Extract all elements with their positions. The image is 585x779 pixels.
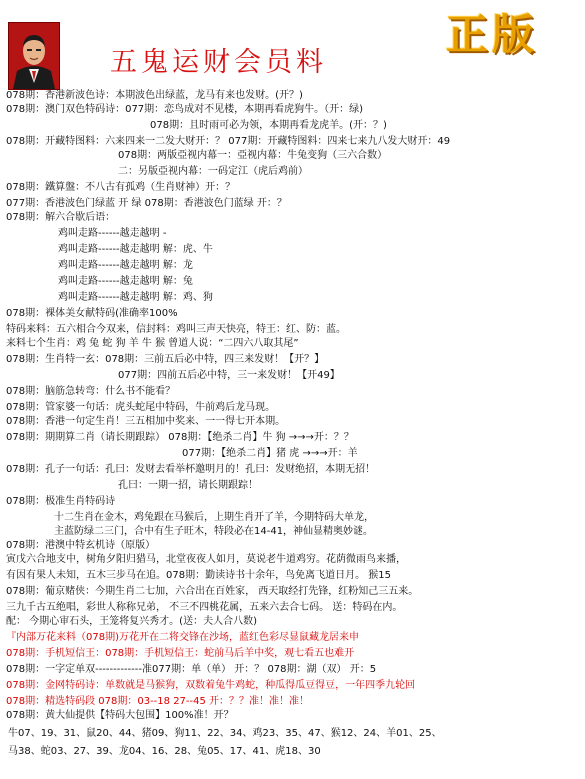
text-line: 078期：金网特码诗：单数就是马猴狗，双数着兔牛鸡蛇，种瓜得瓜豆得豆，一年四季九轮回 bbox=[6, 680, 416, 691]
text-line: 078期：脑筋急转弯：什么书不能看？ bbox=[6, 386, 176, 397]
text-line: 078期：鐵算盤：不八古有孤鸡（生肖财神）开：？ bbox=[6, 182, 236, 193]
text-line: 078期：葡京赌侠：今期生肖二七加，六合出在百姓家， 西天取经打先锋，红粉知己三五来。 bbox=[6, 586, 419, 597]
text-line: 孔曰：一期一招，请长期跟踪！ bbox=[118, 480, 258, 491]
text-line: 有因有果人未知，五木三步马在追。078期：勤读诗书十余年，鸟免离飞道日月。 猴15 bbox=[6, 570, 391, 581]
portrait-image bbox=[9, 23, 59, 89]
text-line: 来料七个生肖：鸡 兔 蛇 狗 羊 牛 猴 曾道人说：“二四六八取其尾” bbox=[6, 338, 299, 349]
text-line: 鸡叫走路------越走越明 解：鸡、狗 bbox=[58, 292, 213, 303]
text-line: 078期：生肖特一玄：078期：三前五后必中特，四三来发财！【开？】 bbox=[6, 354, 325, 365]
text-line: 077期：四前五后必中特，三一来发财！【开49】 bbox=[118, 370, 340, 381]
text-line: 鸡叫走路------越走越明 - bbox=[58, 228, 167, 239]
genuine-stamp: 正版 bbox=[446, 10, 539, 59]
text-line: 078期：黄大仙提供【特码大包围】100%准！开？ bbox=[6, 710, 234, 721]
text-line: 077期：【绝杀二肖】猪 虎 →→→开：羊 bbox=[182, 448, 358, 459]
text-line: 078期：管家婆一句话：虎头蛇尾中特码，牛前鸡后龙马现。 bbox=[6, 402, 276, 413]
text-line: 牛07、19、31、鼠20、44、猪09、狗11、22、34、鸡23、35、47、猴12、24、羊01、25、 bbox=[8, 728, 442, 739]
text-line: 十二生肖在金木，鸡兔跟在马猴后，上期生肖开了羊，今期特码大单龙， bbox=[54, 512, 374, 523]
text-line: 077期：香港波色门绿蓝 开 绿 078期：香港波色门蓝绿 开：？ bbox=[6, 198, 287, 209]
text-line: 078期：解六合歇后语： bbox=[6, 212, 116, 223]
text-line: 078期：一字定单双-------------准077期：单（单） 开：？ 078期：湖（双） 开：5 bbox=[6, 664, 377, 675]
text-line: 配： 今期心审石头，王笼将复兴秀才。(送：夫人合八数) bbox=[6, 616, 257, 627]
avatar-photo bbox=[8, 22, 60, 90]
text-line: 078期：且时雨可必为领，本期再看龙虎羊。(开：？) bbox=[150, 120, 387, 131]
text-line: 078期：两版亞视内幕一：亞视内幕：牛兔变狗（三六合数） bbox=[118, 150, 388, 161]
text-line: 078期：手机短信王：078期：手机短信王：蛇前马后羊中奖，观七看五也难开 bbox=[6, 648, 355, 659]
text-line: 三九千古五绝唱，彩世人称称兄弟， 不三不四桃花属，五来六去合七码。 送：特码在内。 bbox=[6, 602, 403, 613]
page-title: 五鬼运财会员料 bbox=[110, 47, 327, 78]
text-line: 鸡叫走路------越走越明 解：虎、牛 bbox=[58, 244, 213, 255]
text-line: 078期：孔子一句话：孔曰：发财去看举杯邀明月的！孔曰：发财绝招，本期无招！ bbox=[6, 464, 376, 475]
text-line: 078期：开藏特图料：六来四来一二发大财开：？ 077期：开藏特图料：四来七来九八发大财开：49 bbox=[6, 136, 451, 147]
text-line: 078期：香港新波色诗：本期波色出绿蓝，龙马有来也发财。(开？) bbox=[6, 90, 303, 101]
text-line: 078期：极准生肖特码诗 bbox=[6, 496, 116, 507]
text-line: 寅戊六合地支中，树角夕阳归猎马，北堂夜夜人如月，莫说老牛道鸡穷。花荫微雨鸟来播， bbox=[6, 554, 406, 565]
text-line: 078期：澳门双色特码诗：077期：恋鸟成对不见楼，本期再看虎狗牛。（开：绿) bbox=[6, 104, 364, 115]
text-line: 078期：港澳中特玄机诗（原版） bbox=[6, 540, 156, 551]
text-line: 二：另版亞视内幕：一码定江（虎后鸡前） bbox=[118, 166, 308, 177]
text-line: 鸡叫走路------越走越明 解：兔 bbox=[58, 276, 193, 287]
text-line: 鸡叫走路------越走越明 解：龙 bbox=[58, 260, 193, 271]
text-line: 078期：裸体美女献特码(准确率100% bbox=[6, 308, 178, 319]
text-line: 特码来料：五六相合今双来，信封料：鸡叫三声天快亮，特王：红、防：蓝。 bbox=[6, 324, 346, 335]
text-line: 078期：香港一句定生肖！三五相加中奖来、一一得七开本期。 bbox=[6, 416, 286, 427]
text-line: 主蓝防绿二三门，合中有生子旺木，特段必在14-41，神仙显精奥妙谜。 bbox=[54, 526, 374, 537]
text-line: 078期：期期算二肖（请长期跟踪） 078期：【绝杀二肖】牛 狗 →→→开：？？ bbox=[6, 432, 354, 443]
text-line: 『内部万花来料（078期)万花开在二将交锋在沙场，蓝红色彩尽显鼠藏龙居来申 bbox=[6, 632, 359, 643]
text-line: 078期：精选特码段 078期：03--18 27--45 开：？？准！准！准！ bbox=[6, 696, 310, 707]
text-line: 马38、蛇03、27、39、龙04、16、28、兔05、17、41、虎18、30 bbox=[8, 746, 321, 757]
